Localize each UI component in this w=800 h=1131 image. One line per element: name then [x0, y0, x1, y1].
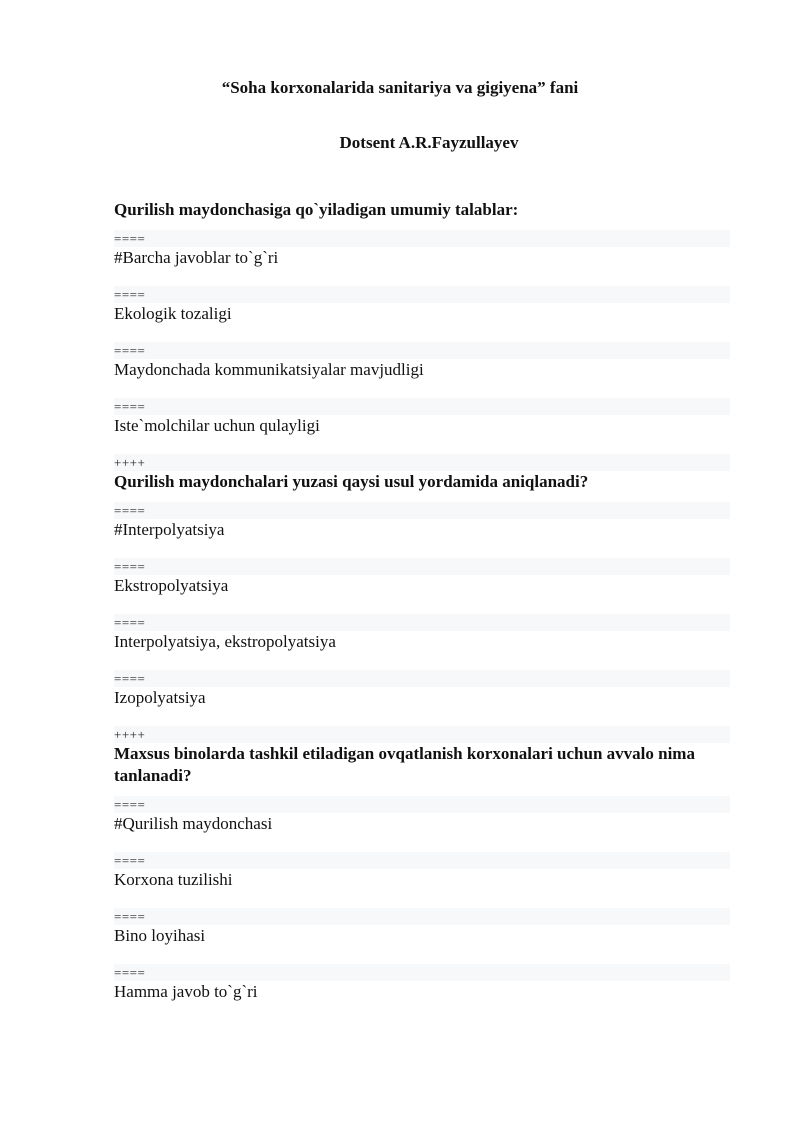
question-text: Qurilish maydonchalari yuzasi qaysi usul yordamida aniqlanadi?: [114, 472, 589, 491]
option-separator: ====: [114, 559, 146, 574]
option-separator: ====: [114, 343, 146, 358]
option-text: Hamma javob to`g`ri: [114, 981, 730, 1017]
option-separator: ====: [114, 399, 146, 414]
question-block: [114, 199, 730, 471]
question-list: [114, 199, 730, 1026]
option-item: [114, 796, 730, 849]
option-item: [114, 230, 730, 283]
option-item: [114, 908, 730, 961]
option-text: #Interpolyatsiya: [114, 519, 730, 555]
option-text: #Barcha javoblar to`g`ri: [114, 247, 730, 283]
option-text: Izopolyatsiya: [114, 687, 730, 723]
option-separator: ====: [114, 615, 146, 630]
option-text: Interpolyatsiya, ekstropolyatsiya: [114, 631, 730, 667]
document-author: Dotsent A.R.Fayzullayev: [339, 133, 519, 152]
option-text: Korxona tuzilishi: [114, 869, 730, 905]
question-text: Maxsus binolarda tashkil etiladigan ovqatlanish korxonalari uchun avvalo nima tanlanadi?: [114, 744, 695, 785]
option-item: [114, 398, 730, 451]
question-end-marker: ++++: [114, 726, 730, 743]
option-text: Ekstropolyatsiya: [114, 575, 730, 611]
question-block: [114, 471, 730, 743]
option-separator: ====: [114, 797, 146, 812]
option-item: [114, 558, 730, 611]
question-end-marker: ++++: [114, 454, 730, 471]
option-separator: ====: [114, 671, 146, 686]
option-separator: ====: [114, 853, 146, 868]
option-separator: ====: [114, 231, 146, 246]
option-item: [114, 964, 730, 1017]
option-text: Maydonchada kommunikatsiyalar mavjudligi: [114, 359, 730, 395]
option-separator: ====: [114, 287, 146, 302]
option-separator: ====: [114, 503, 146, 518]
option-separator: ====: [114, 909, 146, 924]
document-title: “Soha korxonalarida sanitariya va gigiyena” fani: [221, 78, 579, 97]
option-item: [114, 342, 730, 395]
option-text: Ekologik tozaligi: [114, 303, 730, 339]
option-text: Iste`molchilar uchun qulayligi: [114, 415, 730, 451]
option-item: [114, 286, 730, 339]
option-item: [114, 614, 730, 667]
option-item: [114, 502, 730, 555]
option-text: #Qurilish maydonchasi: [114, 813, 730, 849]
option-text: Bino loyihasi: [114, 925, 730, 961]
option-item: [114, 670, 730, 723]
question-block: [114, 743, 730, 1017]
question-text: Qurilish maydonchasiga qo`yiladigan umumiy talablar:: [114, 200, 519, 219]
option-separator: ====: [114, 965, 146, 980]
option-item: [114, 852, 730, 905]
